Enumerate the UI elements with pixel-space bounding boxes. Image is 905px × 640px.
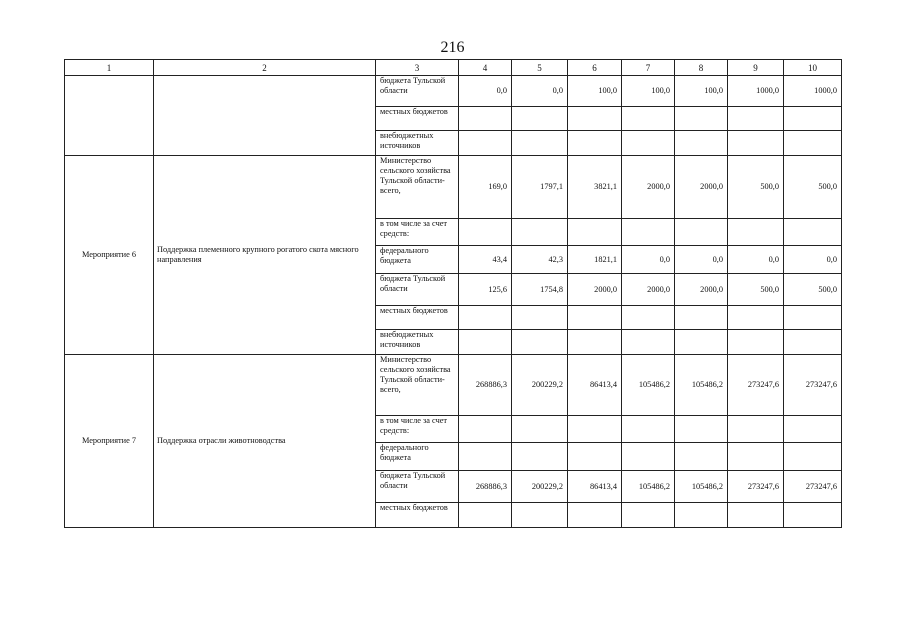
value-cell bbox=[459, 416, 512, 443]
value-cell bbox=[512, 443, 568, 471]
column-header: 4 bbox=[459, 60, 512, 76]
value-cell: 105486,2 bbox=[675, 355, 728, 416]
value-cell bbox=[568, 330, 622, 355]
value-cell bbox=[568, 443, 622, 471]
header-row bbox=[65, 60, 842, 76]
value-cell: 0,0 bbox=[675, 246, 728, 274]
value-cell: 105486,2 bbox=[622, 471, 675, 503]
value-cell: 500,0 bbox=[728, 274, 784, 306]
column-header: 5 bbox=[512, 60, 568, 76]
funding-source: местных бюджетов bbox=[376, 306, 459, 330]
value-cell bbox=[622, 306, 675, 330]
value-cell: 273247,6 bbox=[728, 471, 784, 503]
value-cell bbox=[622, 131, 675, 156]
value-cell bbox=[784, 503, 842, 528]
value-cell bbox=[728, 416, 784, 443]
value-cell bbox=[568, 306, 622, 330]
value-cell: 86413,4 bbox=[568, 355, 622, 416]
column-header: 10 bbox=[784, 60, 842, 76]
value-cell: 500,0 bbox=[784, 156, 842, 219]
value-cell bbox=[622, 330, 675, 355]
value-cell: 1754,8 bbox=[512, 274, 568, 306]
value-cell bbox=[784, 219, 842, 246]
funding-source: внебюджетных источников bbox=[376, 330, 459, 355]
value-cell bbox=[512, 330, 568, 355]
value-cell bbox=[459, 131, 512, 156]
value-cell: 0,0 bbox=[622, 246, 675, 274]
value-cell: 2000,0 bbox=[675, 156, 728, 219]
table-row bbox=[65, 76, 842, 107]
value-cell bbox=[568, 107, 622, 131]
value-cell: 2000,0 bbox=[622, 156, 675, 219]
value-cell: 100,0 bbox=[622, 76, 675, 107]
value-cell: 42,3 bbox=[512, 246, 568, 274]
value-cell bbox=[622, 416, 675, 443]
value-cell: 273247,6 bbox=[728, 355, 784, 416]
value-cell bbox=[622, 107, 675, 131]
funding-source: местных бюджетов bbox=[376, 107, 459, 131]
value-cell bbox=[675, 107, 728, 131]
value-cell bbox=[784, 330, 842, 355]
value-cell bbox=[675, 503, 728, 528]
value-cell bbox=[675, 443, 728, 471]
value-cell: 1821,1 bbox=[568, 246, 622, 274]
value-cell: 169,0 bbox=[459, 156, 512, 219]
page-number: 216 bbox=[440, 39, 465, 56]
value-cell bbox=[568, 416, 622, 443]
value-cell: 125,6 bbox=[459, 274, 512, 306]
value-cell: 2000,0 bbox=[675, 274, 728, 306]
value-cell: 0,0 bbox=[784, 246, 842, 274]
value-cell bbox=[622, 443, 675, 471]
value-cell bbox=[459, 107, 512, 131]
column-header: 1 bbox=[65, 60, 154, 76]
value-cell: 100,0 bbox=[568, 76, 622, 107]
value-cell: 1797,1 bbox=[512, 156, 568, 219]
table-row bbox=[65, 355, 842, 416]
funding-source: федерального бюджета bbox=[376, 443, 459, 471]
value-cell: 273247,6 bbox=[784, 355, 842, 416]
value-cell bbox=[459, 443, 512, 471]
value-cell bbox=[512, 219, 568, 246]
value-cell: 86413,4 bbox=[568, 471, 622, 503]
value-cell: 273247,6 bbox=[784, 471, 842, 503]
value-cell bbox=[675, 306, 728, 330]
value-cell bbox=[459, 219, 512, 246]
funding-source: бюджета Тульской области bbox=[376, 471, 459, 503]
value-cell bbox=[784, 131, 842, 156]
value-cell bbox=[784, 107, 842, 131]
value-cell bbox=[728, 131, 784, 156]
value-cell: 2000,0 bbox=[568, 274, 622, 306]
value-cell: 200229,2 bbox=[512, 471, 568, 503]
value-cell: 3821,1 bbox=[568, 156, 622, 219]
value-cell bbox=[568, 503, 622, 528]
value-cell bbox=[675, 131, 728, 156]
value-cell: 0,0 bbox=[512, 76, 568, 107]
measure-description: Поддержка племенного крупного рогатого скота мясного направления bbox=[154, 156, 376, 355]
measure-name: Мероприятие 6 bbox=[65, 156, 154, 355]
value-cell bbox=[512, 416, 568, 443]
value-cell bbox=[459, 503, 512, 528]
column-header: 3 bbox=[376, 60, 459, 76]
value-cell: 2000,0 bbox=[622, 274, 675, 306]
value-cell bbox=[512, 131, 568, 156]
value-cell bbox=[568, 131, 622, 156]
funding-source: местных бюджетов bbox=[376, 503, 459, 528]
value-cell bbox=[459, 306, 512, 330]
funding-source: Министерство сельского хозяйства Тульской области- всего, bbox=[376, 156, 459, 219]
value-cell bbox=[728, 443, 784, 471]
measure-name-cell bbox=[65, 76, 154, 156]
value-cell: 268886,3 bbox=[459, 471, 512, 503]
funding-source: в том числе за счет средств: bbox=[376, 416, 459, 443]
value-cell bbox=[675, 219, 728, 246]
column-header: 6 bbox=[568, 60, 622, 76]
value-cell bbox=[568, 219, 622, 246]
value-cell bbox=[728, 503, 784, 528]
value-cell bbox=[784, 306, 842, 330]
funding-source: бюджета Тульской области bbox=[376, 76, 459, 107]
funding-source: в том числе за счет средств: bbox=[376, 219, 459, 246]
value-cell: 500,0 bbox=[784, 274, 842, 306]
value-cell bbox=[728, 306, 784, 330]
value-cell: 100,0 bbox=[675, 76, 728, 107]
column-header: 2 bbox=[154, 60, 376, 76]
value-cell bbox=[622, 219, 675, 246]
value-cell: 105486,2 bbox=[622, 355, 675, 416]
budget-table bbox=[64, 59, 842, 528]
value-cell bbox=[675, 416, 728, 443]
table-row bbox=[65, 156, 842, 219]
value-cell bbox=[784, 416, 842, 443]
value-cell bbox=[784, 443, 842, 471]
funding-source: Министерство сельского хозяйства Тульской области- всего, bbox=[376, 355, 459, 416]
funding-source: внебюджетных источников bbox=[376, 131, 459, 156]
funding-source: бюджета Тульской области bbox=[376, 274, 459, 306]
value-cell bbox=[622, 503, 675, 528]
funding-source: федерального бюджета bbox=[376, 246, 459, 274]
value-cell bbox=[675, 330, 728, 355]
value-cell: 200229,2 bbox=[512, 355, 568, 416]
column-header: 9 bbox=[728, 60, 784, 76]
value-cell: 268886,3 bbox=[459, 355, 512, 416]
value-cell: 0,0 bbox=[459, 76, 512, 107]
value-cell: 500,0 bbox=[728, 156, 784, 219]
value-cell bbox=[512, 107, 568, 131]
value-cell bbox=[459, 330, 512, 355]
value-cell: 0,0 bbox=[728, 246, 784, 274]
value-cell bbox=[512, 306, 568, 330]
value-cell bbox=[728, 219, 784, 246]
measure-name: Мероприятие 7 bbox=[65, 355, 154, 528]
value-cell: 1000,0 bbox=[784, 76, 842, 107]
value-cell: 105486,2 bbox=[675, 471, 728, 503]
value-cell bbox=[728, 107, 784, 131]
value-cell: 43,4 bbox=[459, 246, 512, 274]
measure-description-cell bbox=[154, 76, 376, 156]
value-cell: 1000,0 bbox=[728, 76, 784, 107]
measure-description: Поддержка отрасли животноводства bbox=[154, 355, 376, 528]
column-header: 8 bbox=[675, 60, 728, 76]
column-header: 7 bbox=[622, 60, 675, 76]
value-cell bbox=[512, 503, 568, 528]
value-cell bbox=[728, 330, 784, 355]
